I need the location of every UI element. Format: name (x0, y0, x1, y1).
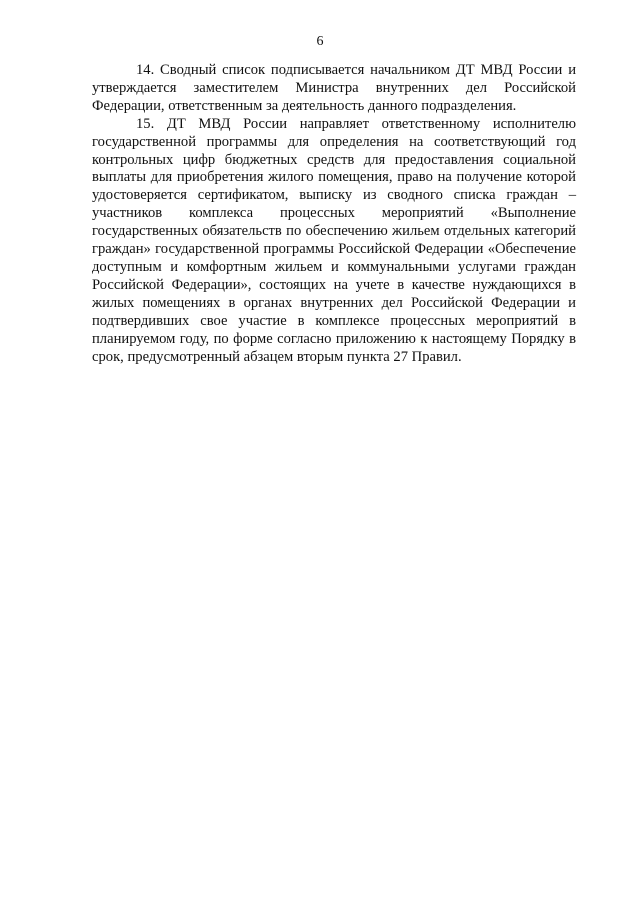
paragraph-15: 15. ДТ МВД России направляет ответственному исполнителю государственной программы для определения на соответствующий год контрольных цифр бюджетных средств для предоставления социальной выплаты для приобретения жилого помещения, право на получение которой удостоверяется сертификатом, выписку из сводного списка граждан – участников комплекса процессных мероприятий «Выполнение государственных обязательств по обеспечению жильем отдельных категорий граждан» государственной программы Российской Федерации «Обеспечение доступным и комфортным жильем и коммунальными услугами граждан Российской Федерации», состоящих на учете в качестве нуждающихся в жилых помещениях в органах внутренних дел Российской Федерации и подтвердивших свое участие в комплексе процессных мероприятий в планируемом году, по форме согласно приложению к настоящему Порядку в срок, предусмотренный абзацем вторым пункта 27 Правил. (92, 115, 576, 365)
paragraph-14: 14. Сводный список подписывается начальником ДТ МВД России и утверждается заместителем Министра внутренних дел Российской Федерации, ответственным за деятельность данного подразделения. (92, 62, 576, 114)
document-body (92, 62, 576, 366)
page-number: 6 (316, 34, 324, 49)
